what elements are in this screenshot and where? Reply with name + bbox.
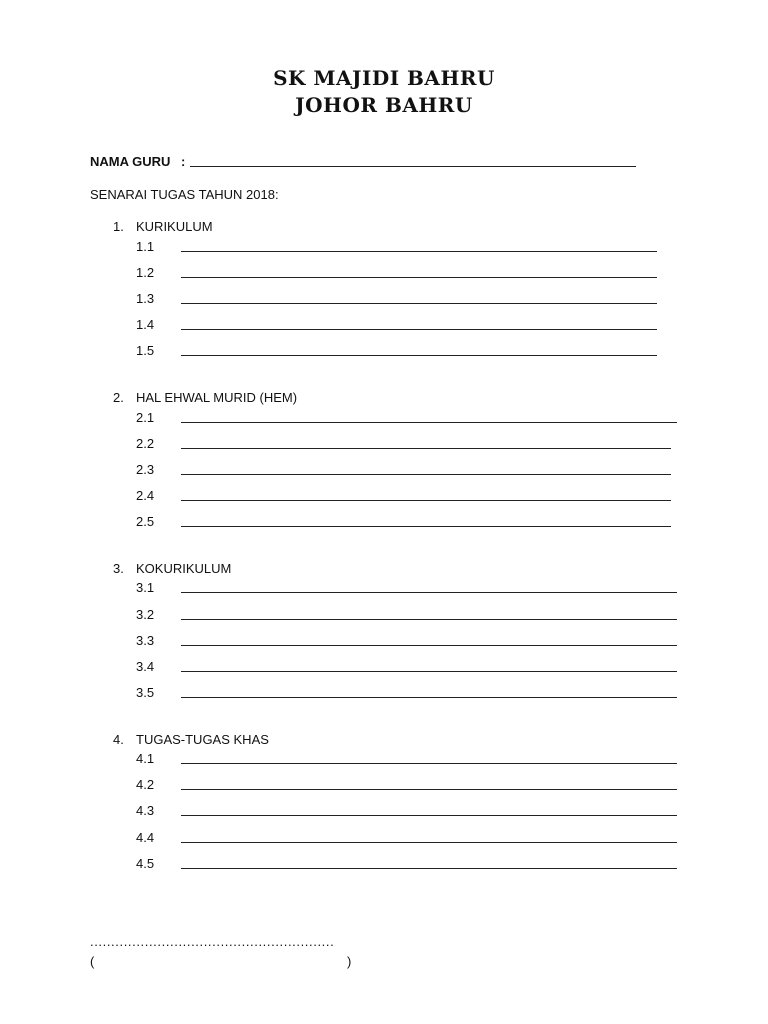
item-entry-line[interactable] xyxy=(181,842,677,843)
item-number: 2.5 xyxy=(136,514,155,529)
item-entry-line[interactable] xyxy=(181,789,677,790)
item-number: 4.5 xyxy=(136,856,155,871)
item-number: 1.1 xyxy=(136,239,155,254)
item-entry-line[interactable] xyxy=(181,500,671,501)
item-number: 4.2 xyxy=(136,777,155,792)
item-number: 3.2 xyxy=(136,607,155,622)
item-number: 3.4 xyxy=(136,659,155,674)
item-number: 4.1 xyxy=(136,751,155,766)
item-number: 3.3 xyxy=(136,633,155,648)
item-entry-line[interactable] xyxy=(181,697,677,698)
item-entry-line[interactable] xyxy=(181,763,677,764)
section-title: KURIKULUM xyxy=(136,219,213,234)
item-number: 4.4 xyxy=(136,830,155,845)
item-number: 1.2 xyxy=(136,265,155,280)
signature-name-close-paren: ) xyxy=(347,954,352,969)
item-number: 2.3 xyxy=(136,462,155,477)
school-name: SK MAJIDI BAHRU xyxy=(273,66,495,90)
item-entry-line[interactable] xyxy=(181,526,671,527)
section-title: TUGAS-TUGAS KHAS xyxy=(136,732,269,747)
item-entry-line[interactable] xyxy=(181,868,677,869)
item-entry-line[interactable] xyxy=(181,422,677,423)
duty-list-heading: SENARAI TUGAS TAHUN 2018: xyxy=(90,187,279,202)
item-number: 4.3 xyxy=(136,803,155,818)
item-number: 1.5 xyxy=(136,343,155,358)
item-number: 2.2 xyxy=(136,436,155,451)
item-number: 1.4 xyxy=(136,317,155,332)
signature-name-open-paren: ( xyxy=(90,954,95,969)
item-entry-line[interactable] xyxy=(181,815,677,816)
item-number: 1.3 xyxy=(136,291,155,306)
section-number: 2. xyxy=(113,390,124,405)
item-entry-line[interactable] xyxy=(181,251,657,252)
item-entry-line[interactable] xyxy=(181,671,677,672)
section-number: 4. xyxy=(113,732,124,747)
item-number: 3.5 xyxy=(136,685,155,700)
section-number: 3. xyxy=(113,561,124,576)
teacher-name-label: NAMA GURU xyxy=(90,154,171,169)
teacher-name-colon: : xyxy=(181,154,186,169)
item-number: 3.1 xyxy=(136,580,155,595)
section-number: 1. xyxy=(113,219,124,234)
item-entry-line[interactable] xyxy=(181,329,657,330)
item-entry-line[interactable] xyxy=(181,303,657,304)
item-entry-line[interactable] xyxy=(181,355,657,356)
section-title: HAL EHWAL MURID (HEM) xyxy=(136,390,298,405)
item-number: 2.1 xyxy=(136,410,155,425)
teacher-name-field[interactable] xyxy=(190,166,636,167)
signature-dotted-line[interactable]: .......................................................... xyxy=(90,934,335,949)
item-entry-line[interactable] xyxy=(181,619,677,620)
item-entry-line[interactable] xyxy=(181,277,657,278)
item-number: 2.4 xyxy=(136,488,155,503)
item-entry-line[interactable] xyxy=(181,645,677,646)
item-entry-line[interactable] xyxy=(181,474,671,475)
school-location: JOHOR BAHRU xyxy=(295,93,473,117)
item-entry-line[interactable] xyxy=(181,592,677,593)
section-title: KOKURIKULUM xyxy=(136,561,232,576)
item-entry-line[interactable] xyxy=(181,448,671,449)
